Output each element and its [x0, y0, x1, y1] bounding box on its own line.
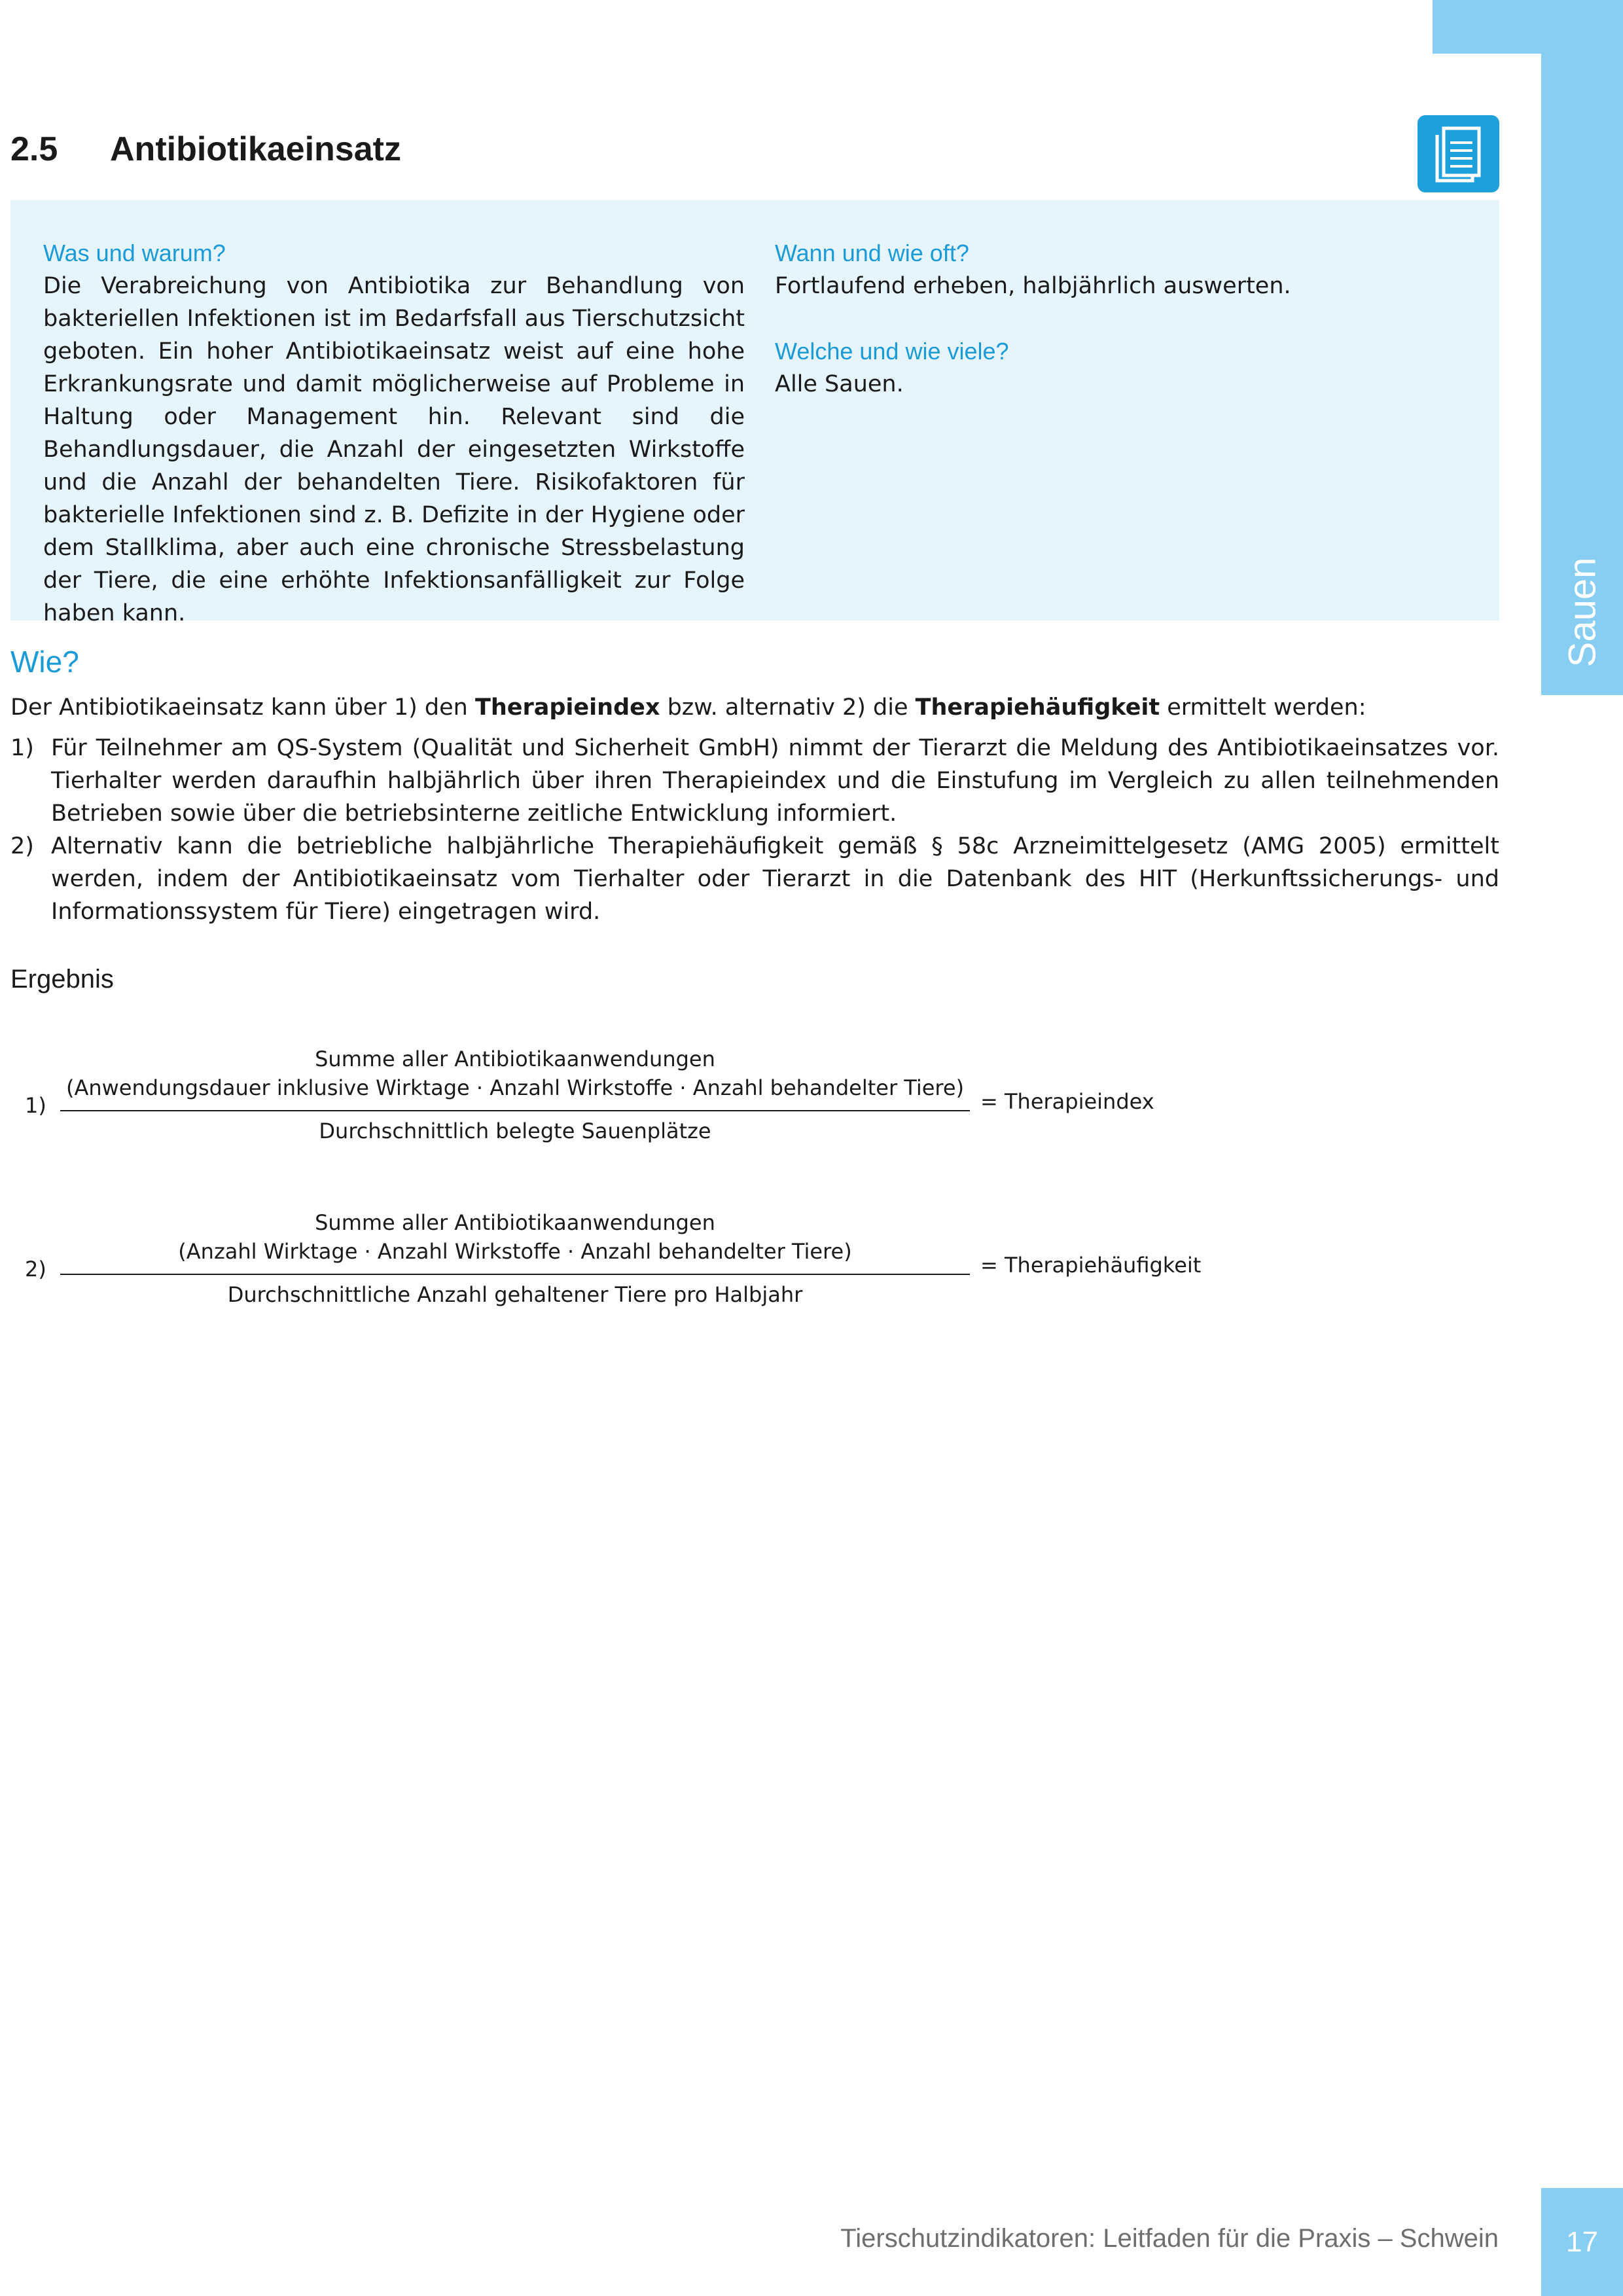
info-right-column [775, 237, 1469, 401]
list-item-number: 2) [10, 833, 34, 859]
wie-intro-text-end: ermittelt werden: [1160, 694, 1366, 721]
formula-numerator-line2: (Anzahl Wirktage · Anzahl Wirkstoffe · Anzahl behandelter Tiere) [178, 1239, 852, 1264]
wie-intro-bold-therapiehaeufigkeit: Therapiehäufigkeit [915, 694, 1160, 721]
section-title: Antibiotikaeinsatz [110, 130, 401, 168]
formula-therapieindex [0, 1045, 1309, 1175]
wie-intro-text: Der Antibiotikaeinsatz kann über 1) den [10, 694, 475, 721]
page-number: 17 [1566, 2225, 1598, 2258]
side-chapter-tab[interactable] [1541, 550, 1623, 674]
list-item [10, 732, 1499, 830]
list-item [10, 830, 1499, 928]
formula-result: = Therapieindex [980, 1089, 1154, 1114]
formula-denominator: Durchschnittliche Anzahl gehaltener Tiere pro Halbjahr [227, 1282, 803, 1307]
formula-number: 1) [25, 1093, 46, 1118]
welche-und-wie-viele-text: Alle Sauen. [775, 371, 904, 397]
info-left-column [43, 237, 745, 630]
list-item-text: Alternativ kann die betriebliche halbjährliche Therapiehäufigkeit gemäß § 58c Arzneimittelgesetz (AMG 2005) ermittelt werden, indem der Antibiotikaeinsatz vom Tierhalter oder Tierarzt in die Datenbank des HIT (Herkunftssicherungs- und Informationssystem für Tiere) eingetragen wird. [51, 833, 1499, 925]
info-box [10, 200, 1499, 626]
wie-intro-text-mid: bzw. alternativ 2) die [660, 694, 916, 721]
document-copy-icon[interactable] [1418, 115, 1499, 192]
wann-und-wie-oft-heading: Wann und wie oft? [775, 240, 969, 266]
formula-therapiehaeufigkeit [0, 1208, 1309, 1339]
list-item-number: 1) [10, 735, 34, 761]
was-und-warum-text: Die Verabreichung von Antibiotika zur Behandlung von bakteriellen Infektionen ist im Bedarfsfall aus Tierschutzsicht geboten. Ein hoher Antibiotikaeinsatz weist auf eine hohe Erkrankungsrate und damit möglicherweise auf Probleme in Haltung oder Management hin. Relevant sind die Behandlungsdauer, die Anzahl der eingesetzten Wirkstoffe und die Anzahl der behandelten Tiere. Risikofaktoren für bakterielle Infektionen sind z. B. Defizite in der Hygiene oder dem Stallklima, aber auch eine chronische Stressbelastung der Tiere, die eine erhöhte Infektionsanfälligkeit zur Folge haben kann. [43, 273, 745, 626]
formula-numerator-line2: (Anwendungsdauer inklusive Wirktage · Anzahl Wirkstoffe · Anzahl behandelter Tiere) [65, 1075, 965, 1100]
formula-numerator-line1: Summe aller Antibiotikaanwendungen [315, 1047, 715, 1071]
section-number: 2.5 [10, 130, 58, 168]
fraction-line [60, 1274, 970, 1275]
was-und-warum-heading: Was und warum? [43, 240, 226, 266]
wie-list [10, 732, 1499, 928]
section-heading [10, 130, 401, 169]
footer-title: Tierschutzindikatoren: Leitfaden für die Praxis – Schwein [840, 2224, 1499, 2253]
page-number-box [1541, 2188, 1623, 2296]
ergebnis-heading: Ergebnis [10, 965, 114, 994]
wie-heading: Wie? [10, 645, 79, 679]
top-tab-decoration [1433, 0, 1541, 54]
welche-und-wie-viele-heading: Welche und wie viele? [775, 338, 1009, 365]
formula-numerator-line1: Summe aller Antibiotikaanwendungen [315, 1210, 715, 1235]
wann-und-wie-oft-text: Fortlaufend erheben, halbjährlich auswerten. [775, 273, 1291, 299]
side-chapter-label: Sauen [1561, 557, 1603, 667]
formula-denominator: Durchschnittlich belegte Sauenplätze [319, 1119, 711, 1143]
wie-intro [10, 691, 1499, 724]
formula-number: 2) [25, 1257, 46, 1282]
wie-intro-bold-therapieindex: Therapieindex [474, 694, 660, 721]
list-item-text: Für Teilnehmer am QS-System (Qualität und Sicherheit GmbH) nimmt der Tierarzt die Meldung des Antibiotikaeinsatzes vor. Tierhalter werden daraufhin halbjährlich über ihren Therapieindex und die Einstufung im Vergleich zu allen teilnehmenden Betrieben sowie über die betriebsinterne zeitliche Entwicklung informiert. [51, 735, 1499, 827]
fraction-line [60, 1110, 970, 1111]
formula-result: = Therapiehäufigkeit [980, 1253, 1202, 1278]
